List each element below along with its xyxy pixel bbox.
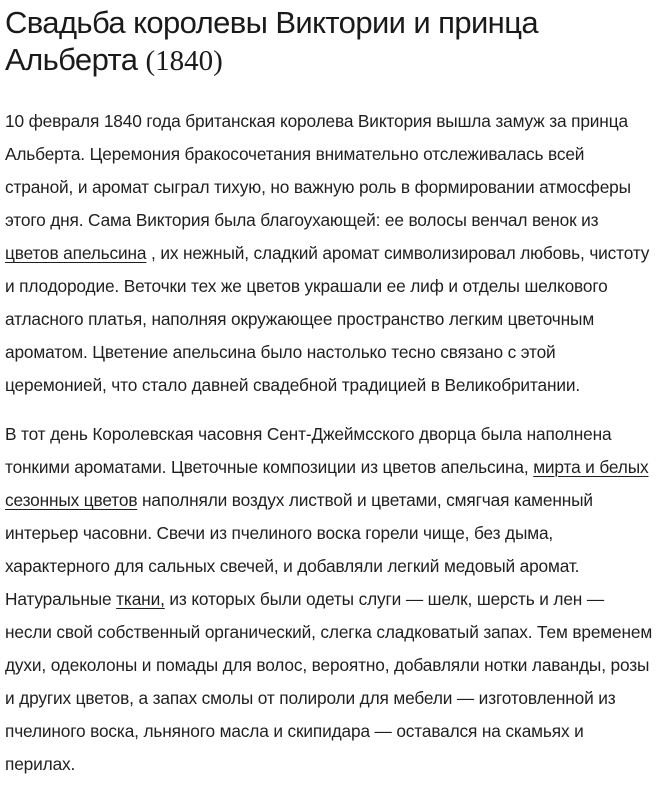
myrtle-flowers-link[interactable]: мирта и белых сезонных цветов [5,457,649,510]
article-title-year: (1840) [145,45,223,77]
article-title [5,0,655,80]
paragraph-chapel [5,418,655,781]
article-title-text: Свадьба королевы Виктории и принца Альберта [5,5,538,77]
paragraph-text: В тот день Королевская часовня Сент-Джеймсского дворца была наполнена тонкими ароматами. Цветочные композиции из цветов апельсина, [5,424,612,477]
orange-blossom-link[interactable]: цветов апельсина [5,243,147,263]
paragraph-text: , их нежный, сладкий аромат символизировал любовь, чистоту и плодородие. Веточки тех же цветов украшали ее лиф и отделы шелкового атласного платья, наполняя окружающее пространство легким цветочным ароматом. Цветение апельсина было настолько тесно связано с этой церемонией, что стало давней свадебной традицией в Великобритании. [5,243,650,395]
paragraph-text: наполняли воздух листвой и цветами, смягчая каменный интерьер часовни. Свечи из пчелиного воска горели чище, без дыма, характерного для сальных свечей, и добавляли легкий медовый аромат. Натуральные [5,490,593,609]
paragraph-text: из которых были одеты слуги — шелк, шерсть и лен — несли свой собственный органический, слегка сладковатый запах. Тем временем духи, одеколоны и помады для волос, вероятно, добавляли нотки лаванды, розы и других цветов, а запах смолы от полироли для мебели — изготовленной из пчелиного воска, льняного масла и скипидара — оставался на скамьях и перилах. [5,589,653,774]
fabrics-link[interactable]: ткани, [116,589,165,609]
paragraph-wedding [5,105,655,402]
paragraph-text: 10 февраля 1840 года британская королева Виктория вышла замуж за принца Альберта. Церемония бракосочетания внимательно отслеживалась всей страной, и аромат сыграл тихую, но важную роль в формировании атмосферы этого дня. Сама Виктория была благоухающей: ее волосы венчал венок из [5,111,631,230]
